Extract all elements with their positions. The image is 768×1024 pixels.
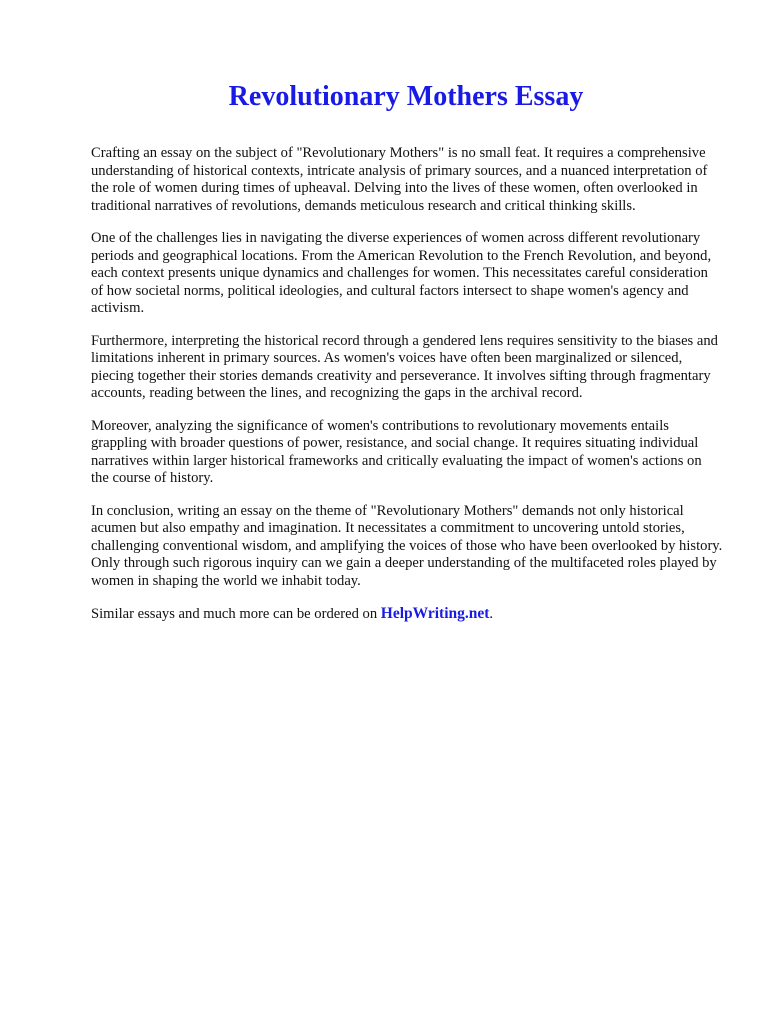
essay-body xyxy=(91,145,723,624)
paragraph-1: Crafting an essay on the subject of "Revolutionary Mothers" is no small feat. It requires a comprehensive understanding of historical contexts, intricate analysis of primary sources, and a nuanced interpretation of the role of women during times of upheaval. Delving into the lives of these women, often overlooked in traditional narratives of revolutions, demands meticulous research and critical thinking skills. xyxy=(91,145,708,214)
paragraph-5: In conclusion, writing an essay on the theme of "Revolutionary Mothers" demands not only historical acumen but also empathy and imagination. It necessitates a commitment to uncovering untold stories, challenging conventional wisdom, and amplifying the voices of those who have been overlooked by history. Only through such rigorous inquiry can we gain a deeper understanding of the multifaceted roles played by women in shaping the world we inhabit today. xyxy=(91,502,723,589)
paragraph-2: One of the challenges lies in navigating the diverse experiences of women across different revolutionary periods and geographical locations. From the American Revolution to the French Revolution, and beyond, each context presents unique dynamics and challenges for women. This necessitates careful consideration of how societal norms, political ideologies, and cultural factors intersect to shape women's agency and activism. xyxy=(91,230,712,316)
paragraph-3: Furthermore, interpreting the historical record through a gendered lens requires sensitivity to the biases and limitations inherent in primary sources. As women's voices have often been marginalized or silenced, piecing together their stories demands creativity and perseverance. It involves sifting through fragmentary accounts, reading between the lines, and recognizing the gaps in the archival record. xyxy=(91,332,718,401)
helpwriting-link[interactable]: HelpWriting.net xyxy=(380,605,490,622)
paragraph-4: Moreover, analyzing the significance of women's contributions to revolutionary movements entails grappling with broader questions of power, resistance, and social change. It requires situating individual narratives within larger historical frameworks and critically evaluating the impact of women's actions on the course of history. xyxy=(91,417,702,486)
closing-line xyxy=(91,605,723,624)
page-title: Revolutionary Mothers Essay xyxy=(228,81,584,112)
closing-prefix: Similar essays and much more can be ordered on xyxy=(91,606,381,622)
closing-suffix: . xyxy=(489,606,494,622)
